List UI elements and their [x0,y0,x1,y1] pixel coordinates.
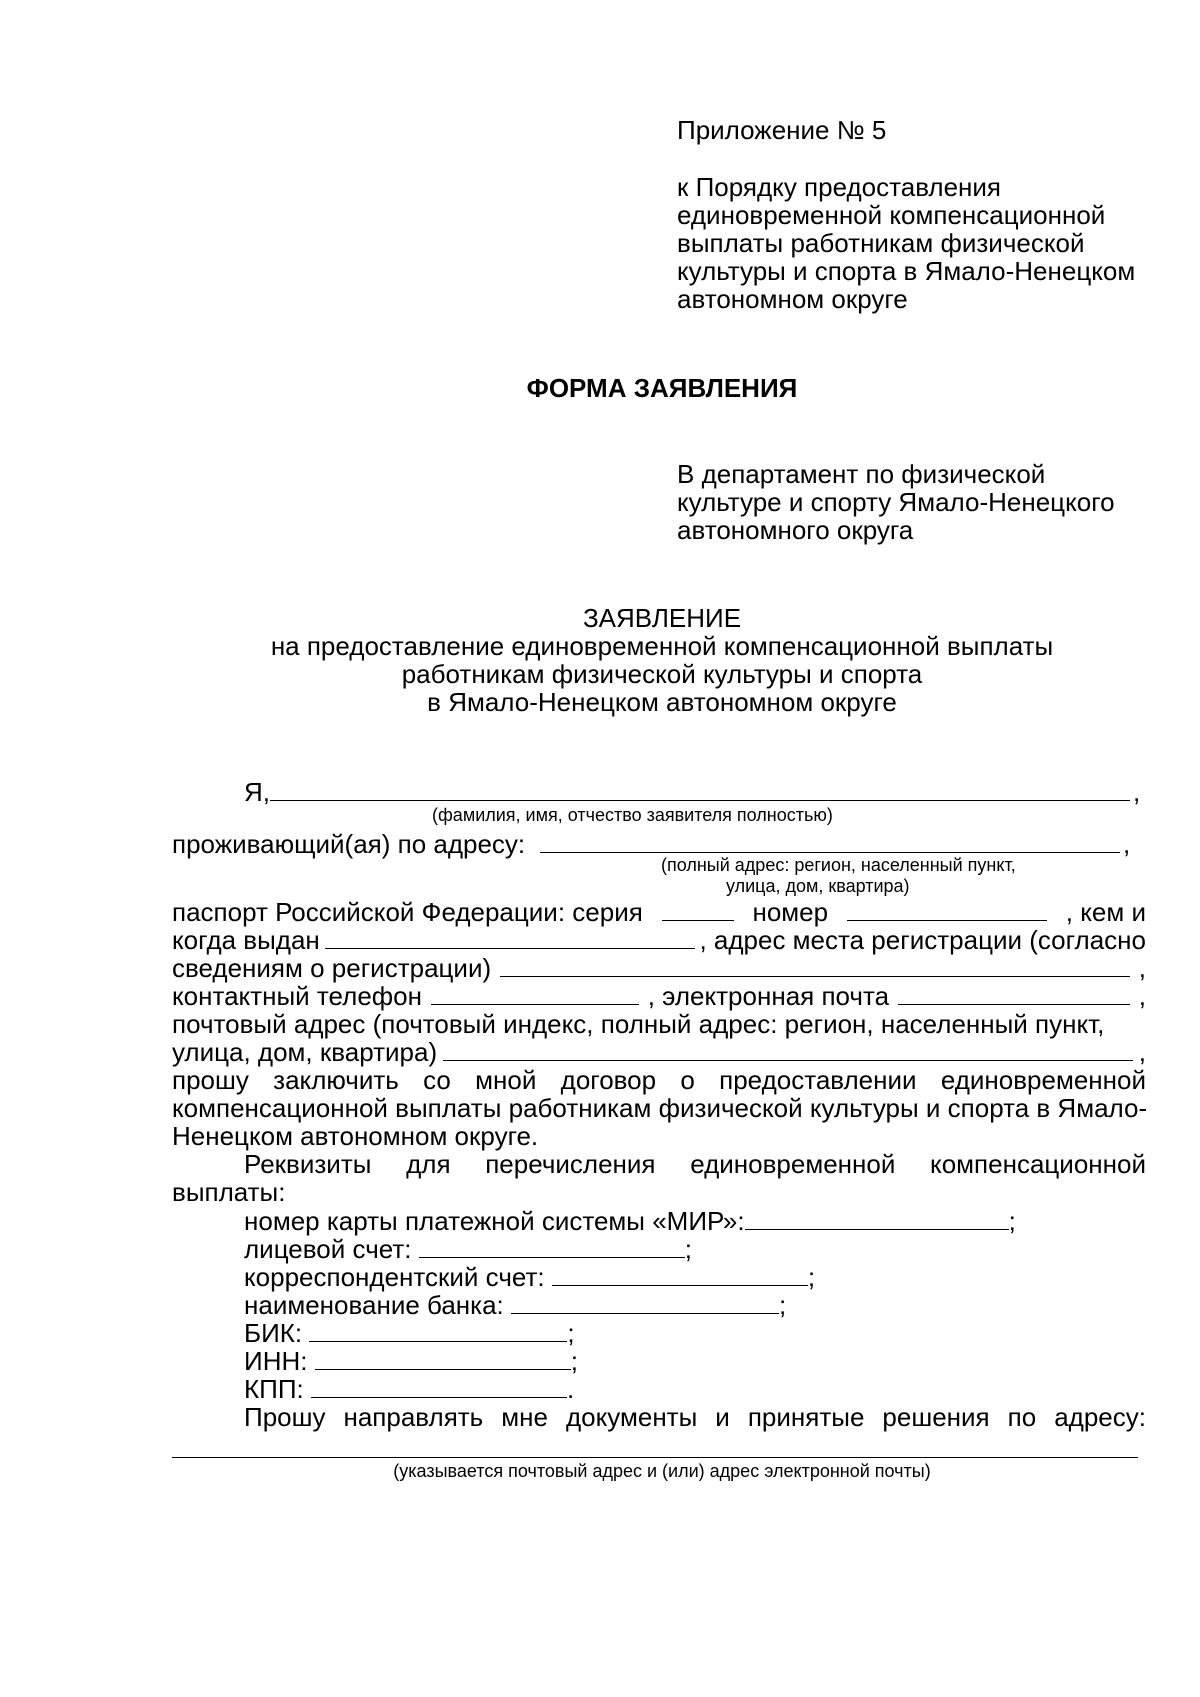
semicolon: ; [567,1318,575,1348]
bik-field[interactable] [309,1319,567,1342]
appendix-ref-line-3: выплаты работникам физической [677,228,1085,258]
corr-account-field[interactable] [552,1263,808,1286]
semicolon: ; [779,1290,787,1320]
issued-when-label: когда выдан [172,925,320,955]
passport-number-label: номер [752,897,829,927]
passport-block [172,898,1146,1206]
period: . [566,1374,575,1404]
appendix-number: Приложение № 5 [677,115,887,145]
mir-card-field[interactable] [745,1207,1009,1230]
email-field[interactable] [898,982,1130,1005]
request-line-1: прошу заключить со мной договор о предоставлении единовременной [172,1065,1146,1095]
request-line-2: компенсационной выплаты работникам физической культуры и спорта в Ямало- [172,1093,1148,1123]
comma: , [1123,829,1131,859]
request-line-3: Ненецком автономном округе. [172,1121,539,1151]
application-subheading-3: в Ямало-Ненецком автономном округе [427,687,897,717]
phone-field[interactable] [431,982,639,1005]
personal-account-field[interactable] [419,1235,685,1258]
kpp-field[interactable] [311,1375,567,1398]
addressee-line-1: В департамент по физической [677,459,1046,489]
postal-address-field[interactable] [443,1038,1133,1061]
application-subheading-1: на предоставление единовременной компенсационной выплаты [270,631,1054,661]
delivery-address-field[interactable] [172,1457,1138,1458]
comma: , [1138,981,1146,1011]
appendix-ref-line-1: к Порядку предоставления [677,172,1001,202]
delivery-request: Прошу направлять мне документы и принятые решения по адресу: [244,1402,1146,1432]
registration-address-field[interactable] [500,954,1130,977]
postal-address-label-cont: улица, дом, квартира) [172,1037,438,1067]
bik-label: БИК: [244,1318,303,1348]
registration-label: , адрес места регистрации (согласно [699,925,1146,955]
comma: , [1138,1037,1146,1067]
application-subheading-2: работникам физической культуры и спорта [401,659,923,689]
inn-label: ИНН: [244,1346,308,1376]
appendix-ref-line-5: автономном округе [677,284,908,314]
corr-account-label: корреспондентский счет: [244,1262,545,1292]
semicolon: ; [684,1234,692,1264]
postal-address-label: почтовый адрес (почтовый индекс, полный адрес: регион, населенный пункт, [172,1009,1105,1039]
email-label: , электронная почта [647,981,890,1011]
address-hint-line-1: (полный адрес: регион, населенный пункт, [661,855,1016,875]
phone-label: контактный телефон [172,981,422,1011]
delivery-address-hint: (указывается почтовый адрес и (или) адрес электронной почты) [393,1461,931,1481]
semicolon: ; [1008,1206,1016,1236]
applicant-prefix: Я, [244,777,270,807]
bank-name-label: наименование банка: [244,1290,504,1320]
comma: , [1138,953,1146,983]
addressee-line-3: автономного округа [677,515,914,545]
semicolon: ; [570,1346,578,1376]
form-title: ФОРМА ЗАЯВЛЕНИЯ [526,373,798,403]
requisites-list [244,1207,1016,1403]
mir-card-label: номер карты платежной системы «МИР»: [244,1206,745,1236]
personal-account-label: лицевой счет: [244,1234,412,1264]
addressee-line-2: культуре и спорту Ямало-Ненецкого [677,487,1115,517]
passport-series-label: паспорт Российской Федерации: серия [172,897,643,927]
requisites-line-2: выплаты: [172,1177,286,1207]
address-field[interactable] [540,852,1120,853]
issued-by-label: , кем и [1065,897,1146,927]
address-label: проживающий(ая) по адресу: [172,829,526,859]
applicant-name-field[interactable] [270,800,1130,801]
semicolon: ; [807,1262,816,1292]
requisites-line-1: Реквизиты для перечисления единовременной компенсационной [244,1149,1146,1179]
appendix-ref-line-4: культуры и спорта в Ямало-Ненецком [677,256,1136,286]
passport-series-field[interactable] [662,898,734,921]
registration-label-cont: сведениям о регистрации) [172,953,492,983]
applicant-name-hint: (фамилия, имя, отчество заявителя полностью) [432,805,833,825]
address-hint-line-2: улица, дом, квартира) [726,876,910,896]
comma: , [1133,777,1141,807]
bank-name-field[interactable] [511,1291,779,1314]
passport-number-field[interactable] [847,898,1047,921]
issued-when-field[interactable] [325,926,695,949]
application-heading: ЗАЯВЛЕНИЕ [582,603,742,633]
kpp-label: КПП: [244,1374,304,1404]
inn-field[interactable] [315,1347,571,1370]
appendix-ref-line-2: единовременной компенсационной [677,200,1106,230]
